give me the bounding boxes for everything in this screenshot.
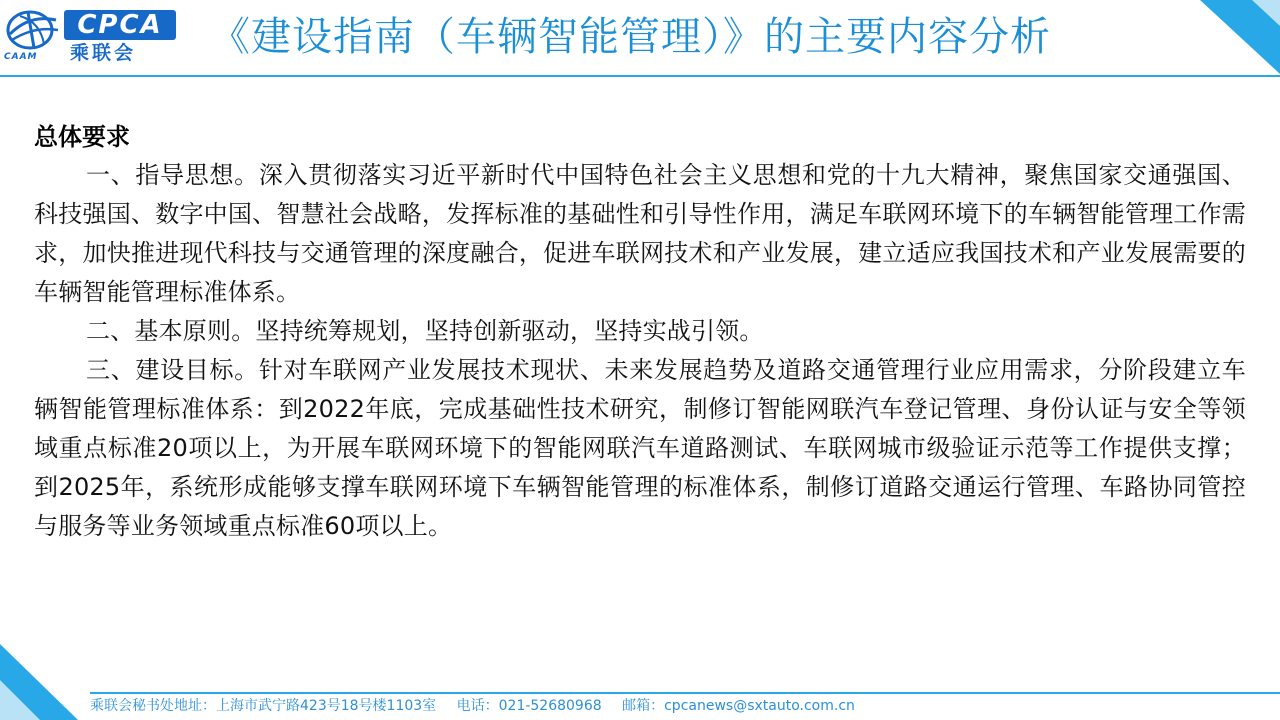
- paragraph-basic-principles: 二、基本原则。坚持统筹规划，坚持创新驱动，坚持实战引领。: [86, 317, 764, 345]
- slide-header: [0, 0, 1280, 82]
- logo-caam-text: CAAM: [4, 52, 38, 62]
- logo-cn-text: 乘联会: [70, 42, 137, 64]
- title-divider: [0, 75, 1280, 77]
- paragraph-construction-goals: 三、建设目标。针对车联网产业发展技术现状、未来发展趋势及道路交通管理行业应用需求，分阶段建立车辆智能管理标准体系：到2022年底，完成基础性技术研究，制修订智能网联汽车登记管理、身份认证与安全等领域重点标准20项以上，为开展车联网环境下的智能网联汽车道路测试、车联网城市级验证示范等工作提供支撑；到2025年，系统形成能够支撑车联网环境下车辆智能管理的标准体系，制修订道路交通运行管理、车路协同管控与服务等业务领域重点标准60项以上。: [34, 356, 1246, 540]
- section-heading: 总体要求: [34, 123, 130, 151]
- footer-address: 乘联会秘书处地址：上海市武宁路423号18号楼1103室: [90, 698, 437, 714]
- footer-email: 邮箱：cpcanews@sxtauto.com.cn: [622, 698, 855, 714]
- corner-decoration-top-right: [1200, 0, 1280, 80]
- footer-contact: [90, 695, 855, 717]
- footer-divider: [90, 692, 1280, 694]
- logo-cpca-text: CPCA: [64, 10, 176, 40]
- corner-decoration-bottom-left: [0, 620, 90, 720]
- slide-title: 《建设指南（车辆智能管理）》的主要内容分析: [210, 14, 1051, 60]
- footer-phone: 电话：021-52680968: [456, 698, 602, 714]
- cpca-logo: [0, 4, 180, 66]
- paragraph-guiding-ideology: 一、指导思想。深入贯彻落实习近平新时代中国特色社会主义思想和党的十九大精神，聚焦国家交通强国、科技强国、数字中国、智慧社会战略，发挥标准的基础性和引导性作用，满足车联网环境下的车辆智能管理工作需求，加快推进现代科技与交通管理的深度融合，促进车联网技术和产业发展，建立适应我国技术和产业发展需要的车辆智能管理标准体系。: [34, 161, 1246, 306]
- main-content: [34, 118, 1246, 546]
